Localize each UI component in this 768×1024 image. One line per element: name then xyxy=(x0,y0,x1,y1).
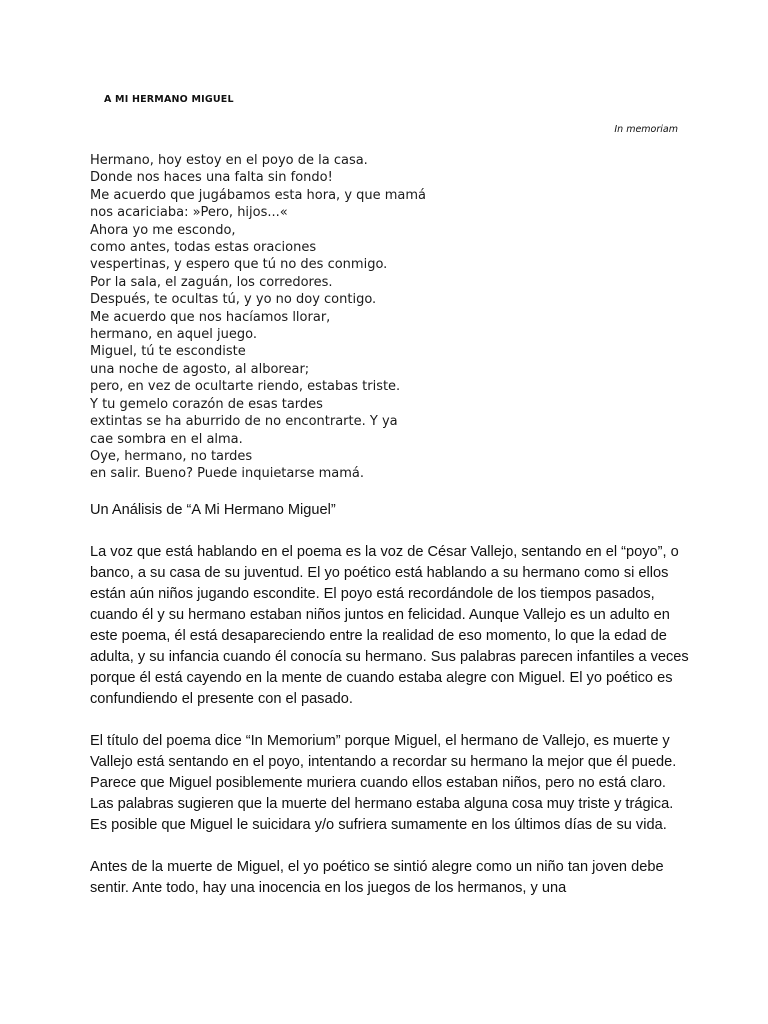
poem-line: Miguel, tú te escondiste xyxy=(90,344,246,360)
poem-line: una noche de agosto, al alborear; xyxy=(90,361,310,377)
poem-line: Me acuerdo que jugábamos esta hora, y que mamá xyxy=(90,187,427,203)
poem-title: A MI HERMANO MIGUEL xyxy=(104,94,234,105)
poem-line: Me acuerdo que nos hacíamos llorar, xyxy=(90,309,331,325)
poem-line: Por la sala, el zaguán, los corredores. xyxy=(90,274,333,290)
poem-line: Ahora yo me escondo, xyxy=(90,222,236,238)
poem-line: pero, en vez de ocultarte riendo, estabas triste. xyxy=(90,379,401,395)
analysis-paragraph: La voz que está hablando en el poema es la voz de César Vallejo, sentando en el “poyo”, o banco, a su casa de su juventud. El yo poético está hablando a su hermano como si ellos están aún niños jugando escondite. El poyo está recordándole de los tiempos pasados, cuando él y su hermano estaban niños juntos en felicidad. Aunque Vallejo es un adulto en este poema, él está desapareciendo entre la realidad de eso momento, lo que la edad de adulta, y su infancia cuando él conocía su hermano. Sus palabras parecen infantiles a veces porque él está cayendo en la mente de cuando estaba alegre con Miguel. El yo poético es confundiendo el presente con el pasado. xyxy=(90,544,689,707)
analysis-paragraph: Antes de la muerte de Miguel, el yo poético se sintió alegre como un niño tan joven debe sentir. Ante todo, hay una inocencia en los juegos de los hermanos, y una xyxy=(90,859,664,896)
analysis-section xyxy=(90,500,690,920)
poem-line: Después, te ocultas tú, y yo no doy contigo. xyxy=(90,292,377,308)
poem-line: hermano, en aquel juego. xyxy=(90,327,257,343)
poem-line: como antes, todas estas oraciones xyxy=(90,240,317,256)
poem-dedication: In memoriam xyxy=(614,124,678,135)
poem-line: Donde nos haces una falta sin fondo! xyxy=(90,170,333,186)
poem-line: en salir. Bueno? Puede inquietarse mamá. xyxy=(90,466,365,482)
poem-line: extintas se ha aburrido de no encontrarte. Y ya xyxy=(90,414,398,430)
analysis-paragraph: El título del poema dice “In Memorium” porque Miguel, el hermano de Vallejo, es muerte y Vallejo está sentando en el poyo, intentando a recordar su hermano la mejor que él puede. Parece que Miguel posiblemente muriera cuando ellos estaban niños, pero no está claro. Las palabras sugieren que la muerte del hermano estaba alguna cosa muy triste y trágica. Es posible que Miguel le suicidara y/o sufriera sumamente en los últimos días de su vida. xyxy=(90,733,677,833)
poem-line: Oye, hermano, no tardes xyxy=(90,448,253,464)
poem-line: cae sombra en el alma. xyxy=(90,431,243,447)
poem-line: vespertinas, y espero que tú no des conmigo. xyxy=(90,257,388,273)
poem-line: nos acariciaba: »Pero, hijos...« xyxy=(90,205,288,221)
poem-line: Y tu gemelo corazón de esas tardes xyxy=(90,396,323,412)
poem-line: Hermano, hoy estoy en el poyo de la casa. xyxy=(90,153,368,168)
poem-body xyxy=(90,152,426,483)
analysis-heading: Un Análisis de “A Mi Hermano Miguel” xyxy=(90,502,336,518)
